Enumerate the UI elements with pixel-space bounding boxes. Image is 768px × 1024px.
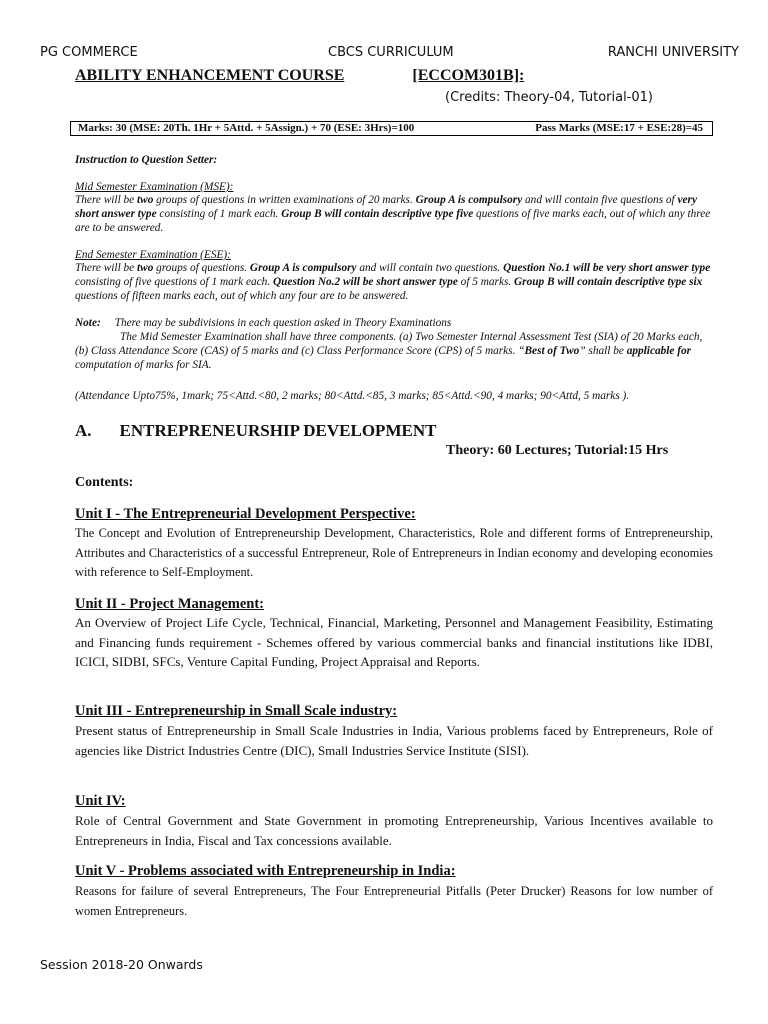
course-title: ABILITY ENHANCEMENT COURSE — [75, 67, 345, 84]
unit-1-body: The Concept and Evolution of Entrepreneurship Development, Characteristics, Role and different forms of Entrepreneurship, Attributes and Characteristics of a successful Entrepreneur, Role of Entrepreneurs in Indian economy and developing economies with reference to Self-Employment. — [75, 526, 713, 579]
unit-5-body: Reasons for failure of several Entrepreneurs, The Four Entrepreneurial Pitfalls (Peter Drucker) Reasons for low number of women Entrepreneurs. — [75, 884, 713, 918]
theory-hours: Theory: 60 Lectures; Tutorial:15 Hrs — [446, 443, 669, 458]
unit-4-body: Role of Central Government and State Government in promoting Entrepreneurship, Various Incentives available to Entrepreneurs in India, Fiscal and Tax concessions available. — [75, 813, 713, 848]
ese-heading: End Semester Examination (ESE): — [75, 249, 231, 261]
header-center: CBCS CURRICULUM — [328, 45, 454, 60]
unit-3-heading: Unit III - Entrepreneurship in Small Scale industry: — [75, 703, 398, 719]
marks-total: Marks: 30 (MSE: 20Th. 1Hr + 5Attd. + 5Assign.) + 70 (ESE: 3Hrs)=100 — [78, 122, 415, 134]
course-credits: (Credits: Theory-04, Tutorial-01) — [445, 90, 653, 105]
contents-heading: Contents: — [75, 475, 134, 490]
header-right: RANCHI UNIVERSITY — [607, 45, 739, 60]
pass-marks: Pass Marks (MSE:17 + ESE:28)=45 — [535, 122, 703, 134]
mse-text: There will be two groups of questions in written examinations of 20 marks. Group A is compulsory and will contain five questions of very short answer type consisting of 1 mark each. Group B will contain descriptive type five questions of five marks each, out of which any three are to be answered. — [75, 194, 711, 234]
instructions-heading: Instruction to Question Setter: — [75, 154, 218, 166]
note-line: Note: There may be subdivisions in each question asked in Theory Examinations — [75, 317, 452, 329]
note-text: The Mid Semester Examination shall have three components. (a) Two Semester Internal Assessment Test (SIA) of 20 Marks each, (b) Class Attendance Score (CAS) of 5 marks and (c) Class Performance Score (CPS) of 5 marks. “Best of Two” shall be applicable for computation of marks for SIA. — [75, 331, 703, 371]
unit-3-body: Present status of Entrepreneurship in Small Scale Industries in India, Various problems faced by Entrepreneurs, Role of agencies like District Industries Centre (DIC), Small Industries Service Institute (SISI). — [75, 723, 713, 758]
mse-heading: Mid Semester Examination (MSE): — [75, 181, 234, 193]
note-label: Note: — [75, 317, 101, 329]
course-title-line — [75, 67, 524, 85]
section-title: ENTREPRENEURSHIP DEVELOPMENT — [119, 421, 437, 440]
section-heading — [75, 421, 436, 441]
footer-session: Session 2018-20 Onwards — [40, 957, 203, 972]
course-code: [ECCOM301B]: — [412, 67, 525, 84]
attendance-note: (Attendance Upto75%, 1mark; 75<Attd.<80, 2 marks; 80<Attd.<85, 3 marks; 85<Attd.<90, 4 marks; 90<Attd, 5 marks ). — [75, 390, 630, 402]
unit-1-heading: Unit I - The Entrepreneurial Development Perspective: — [75, 506, 416, 522]
unit-2-body: An Overview of Project Life Cycle, Technical, Financial, Marketing, Personnel and Management Feasibility, Estimating and Financing funds requirement - Schemes offered by various commercial banks and financial institutions like IDBI, ICICI, SIDBI, SFCs, Venture Capital Funding, Project Appraisal and Reports. — [75, 615, 713, 669]
unit-4-heading: Unit IV: — [75, 793, 126, 809]
marks-box — [70, 121, 713, 136]
header-left: PG COMMERCE — [40, 45, 138, 60]
unit-5-heading: Unit V - Problems associated with Entrepreneurship in India: — [75, 863, 456, 879]
unit-2-heading: Unit II - Project Management: — [75, 596, 264, 612]
ese-text: There will be two groups of questions. Group A is compulsory and will contain two questions. Question No.1 will be very short answer type consisting of five questions of 1 mark each. Question No.2 will be short answer type of 5 marks. Group B will contain descriptive type six questions of fifteen marks each, out of which any four are to be answered. — [75, 262, 711, 302]
section-label: A. — [75, 421, 92, 440]
